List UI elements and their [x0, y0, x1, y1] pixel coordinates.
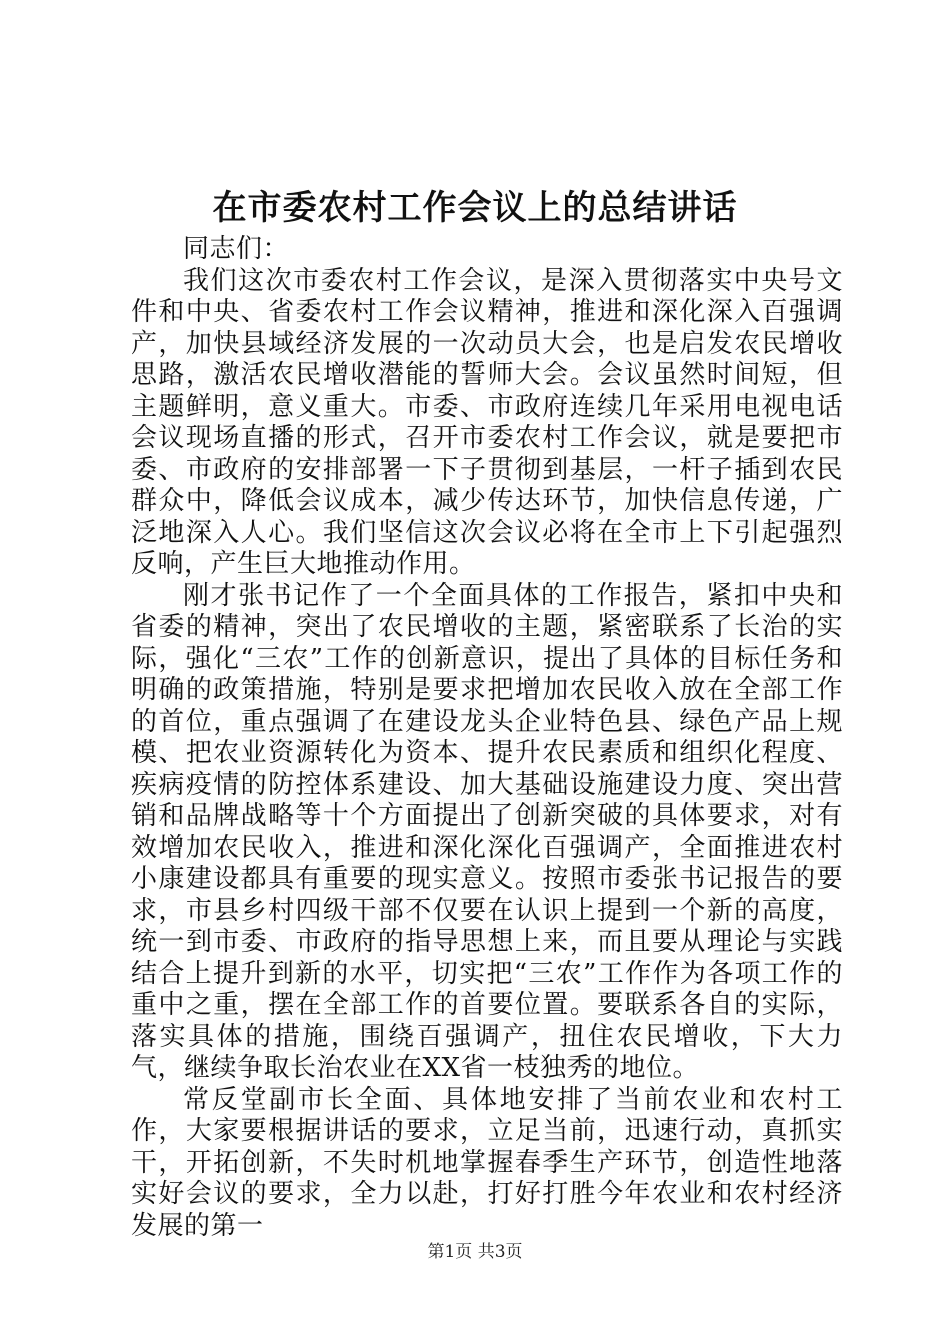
document-title: 在市委农村工作会议上的总结讲话 — [212, 188, 738, 228]
document-body — [131, 234, 843, 1242]
paragraph-2: 刚才张书记作了一个全面具体的工作报告，紧扣中央和省委的精神，突出了农民增收的主题，紧密联系了长治的实际，强化“三农”工作的创新意识，提出了具体的目标任务和明确的政策措施，特别是要求把增加农民收入放在全部工作的首位，重点强调了在建设龙头企业特色县、绿色产品上规模、把农业资源转化为资本、提升农民素质和组织化程度、疾病疫情的防控体系建设、加大基础设施建设力度、突出营销和品牌战略等十个方面提出了创新突破的具体要求，对有效增加农民收入，推进和深化深化百强调产，全面推进农村小康建设都具有重要的现实意义。按照市委张书记报告的要求，市县乡村四级干部不仅要在认识上提到一个新的高度，统一到市委、市政府的指导思想上来，而且要从理论与实践结合上提升到新的水平，切实把“三农”工作作为各项工作的重中之重，摆在全部工作的首要位置。要联系各自的实际，落实具体的措施，围绕百强调产，扭住农民增收，下大力气，继续争取长治农业在XX省一枝独秀的地位。 — [131, 580, 843, 1083]
salutation: 同志们： — [183, 234, 290, 264]
paragraph-1: 我们这次市委农村工作会议，是深入贯彻落实中央号文件和中央、省委农村工作会议精神，推进和深化深入百强调产，加快县域经济发展的一次动员大会，也是启发农民增收思路，激活农民增收潜能的誓师大会。会议虽然时间短，但主题鲜明，意义重大。市委、市政府连续几年采用电视电话会议现场直播的形式，召开市委农村工作会议，就是要把市委、市政府的安排部署一下子贯彻到基层，一杆子插到农民群众中，降低会议成本，减少传达环节，加快信息传递，广泛地深入人心。我们坚信这次会议必将在全市上下引起强烈反响，产生巨大地推动作用。 — [131, 265, 843, 579]
paragraph-3: 常反堂副市长全面、具体地安排了当前农业和农村工作，大家要根据讲话的要求，立足当前，迅速行动，真抓实干，开拓创新，不失时机地掌握春季生产环节，创造性地落实好会议的要求，全力以赴，打好打胜今年农业和农村经济发展的第一 — [131, 1084, 843, 1241]
page-number-footer: 第1页 共3页 — [427, 1242, 523, 1262]
